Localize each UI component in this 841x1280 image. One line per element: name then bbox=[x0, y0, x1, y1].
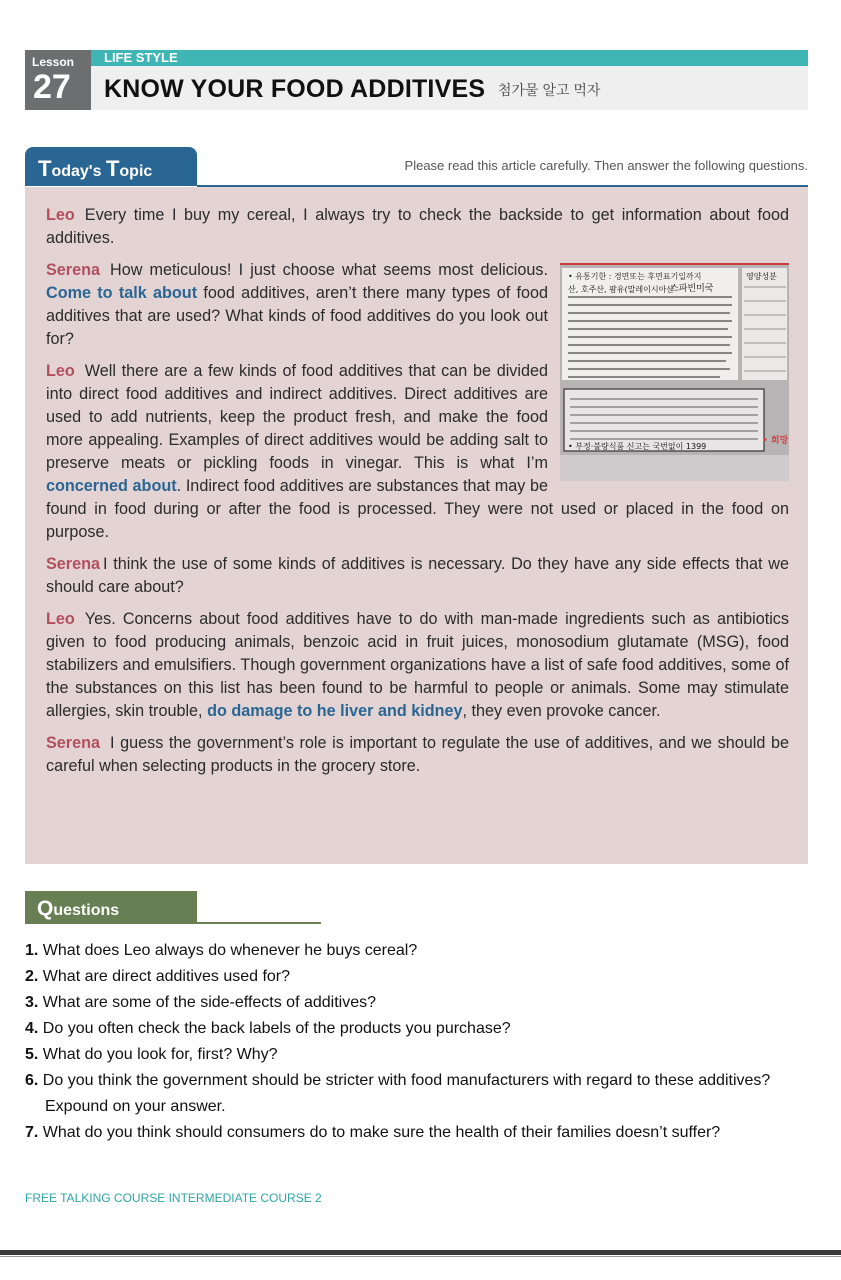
question-item: 2. What are direct additives used for? bbox=[25, 968, 291, 985]
question-item: 3. What are some of the side-effects of additives? bbox=[25, 994, 377, 1011]
course-footer: FREE TALKING COURSE INTERMEDIATE COURSE 2 bbox=[25, 1191, 322, 1205]
category-label: LIFE STYLE bbox=[104, 50, 178, 65]
dialogue-line bbox=[46, 553, 789, 599]
highlighted-phrase: concerned about bbox=[46, 477, 177, 495]
highlighted-phrase: do damage to he liver and kidney bbox=[207, 702, 463, 720]
photo-text: • 유통기한 : 경면또는 후면표기일까지 bbox=[568, 272, 702, 281]
question-item: 6. Do you think the government should be stricter with food manufacturers with regard to these additives? Expound on your answer. bbox=[25, 1072, 771, 1115]
photo-text: 영양성분 bbox=[746, 272, 777, 281]
category-bar bbox=[91, 50, 808, 66]
lesson-word: Lesson bbox=[32, 55, 75, 69]
questions-divider bbox=[197, 922, 321, 924]
todays-topic-label: Today's Topic bbox=[38, 156, 153, 181]
speaker-name: Leo bbox=[46, 610, 75, 628]
bottom-rule bbox=[0, 1250, 841, 1255]
question-item: 4. Do you often check the back labels of the products you purchase? bbox=[25, 1020, 511, 1037]
dialogue-line: Serena How meticulous! I just choose what seems most delicious. Come to talk about food additives, aren’t there many types of food additives that are used? What kinds of food additives do you look out for? bbox=[46, 261, 548, 348]
dialogue bbox=[46, 204, 789, 787]
photo-text: • 희망 bbox=[762, 436, 789, 446]
questions-label: Questions bbox=[37, 897, 120, 920]
article-panel bbox=[25, 187, 808, 864]
photo-text: 산, 호주산, 팜유(말레이시아산 bbox=[568, 285, 675, 294]
highlighted-phrase: Come to talk about bbox=[46, 284, 198, 302]
lesson-subtitle-korean: 첨가물 알고 먹자 bbox=[498, 82, 601, 98]
dialogue-text: Every time I buy my cereal, I always try to check the backside to get information about food additives. bbox=[46, 206, 789, 247]
dialogue-text: I think the use of some kinds of additives is necessary. Do they have any side effects that we should care about? bbox=[46, 555, 789, 596]
dialogue-text: I guess the government’s role is important to regulate the use of additives, and we should be careful when selecting products in the grocery store. bbox=[46, 734, 789, 775]
questions-tab bbox=[25, 891, 197, 924]
speaker-name: Serena bbox=[46, 261, 100, 279]
dialogue-line: Leo Well there are a few kinds of food additives that can be divided into direct food additives and indirect additives. Direct additives are used to add nutrients, keep the product fresh, and make the food more appealing. Examples of direct additives would be adding salt to preserve meats or pickling foods in vinegar. This is what I’m concerned about. Indirect food additives are substances that may be found in food during or after the food is processed. They were not used or placed in the food on purpose. bbox=[46, 362, 789, 541]
bottom-rule-thin bbox=[0, 1256, 841, 1257]
photo-text: • 부정·불량식품 신고는 국번없이 1399 bbox=[568, 442, 707, 451]
speaker-name: Leo bbox=[46, 206, 75, 224]
question-item: 5. What do you look for, first? Why? bbox=[25, 1046, 278, 1063]
todays-topic-tab bbox=[25, 147, 197, 186]
lesson-title: KNOW YOUR FOOD ADDITIVES bbox=[104, 75, 486, 103]
speaker-name: Serena bbox=[46, 555, 100, 573]
question-item: 7. What do you think should consumers do to make sure the health of their families doesn’t suffer? bbox=[25, 1124, 721, 1141]
question-item: 1. What does Leo always do whenever he buys cereal? bbox=[25, 942, 418, 959]
speaker-name: Serena bbox=[46, 734, 100, 752]
dialogue-line bbox=[46, 204, 789, 250]
photo-text: 스파빈미국 bbox=[670, 284, 714, 294]
lesson-badge bbox=[25, 50, 91, 110]
dialogue-line bbox=[46, 732, 789, 778]
food-label-photo bbox=[560, 263, 789, 481]
reading-instruction: Please read this article carefully. Then answer the following questions. bbox=[404, 158, 808, 173]
question-list bbox=[25, 938, 815, 1146]
dialogue-line: Leo Yes. Concerns about food additives have to do with man-made ingredients such as antibiotics given to food producing animals, benzoic acid in fruit juices, monosodium glutamate (MSG), food stabilizers and emulsifiers. Though government organizations have a list of safe food additives, some of the substances on this list has been found to be harmful to people or animals. Some may stimulate allergies, skin trouble, do damage to he liver and kidney, they even provoke cancer. bbox=[46, 610, 789, 720]
speaker-name: Leo bbox=[46, 362, 75, 380]
lesson-number: 27 bbox=[33, 68, 71, 106]
